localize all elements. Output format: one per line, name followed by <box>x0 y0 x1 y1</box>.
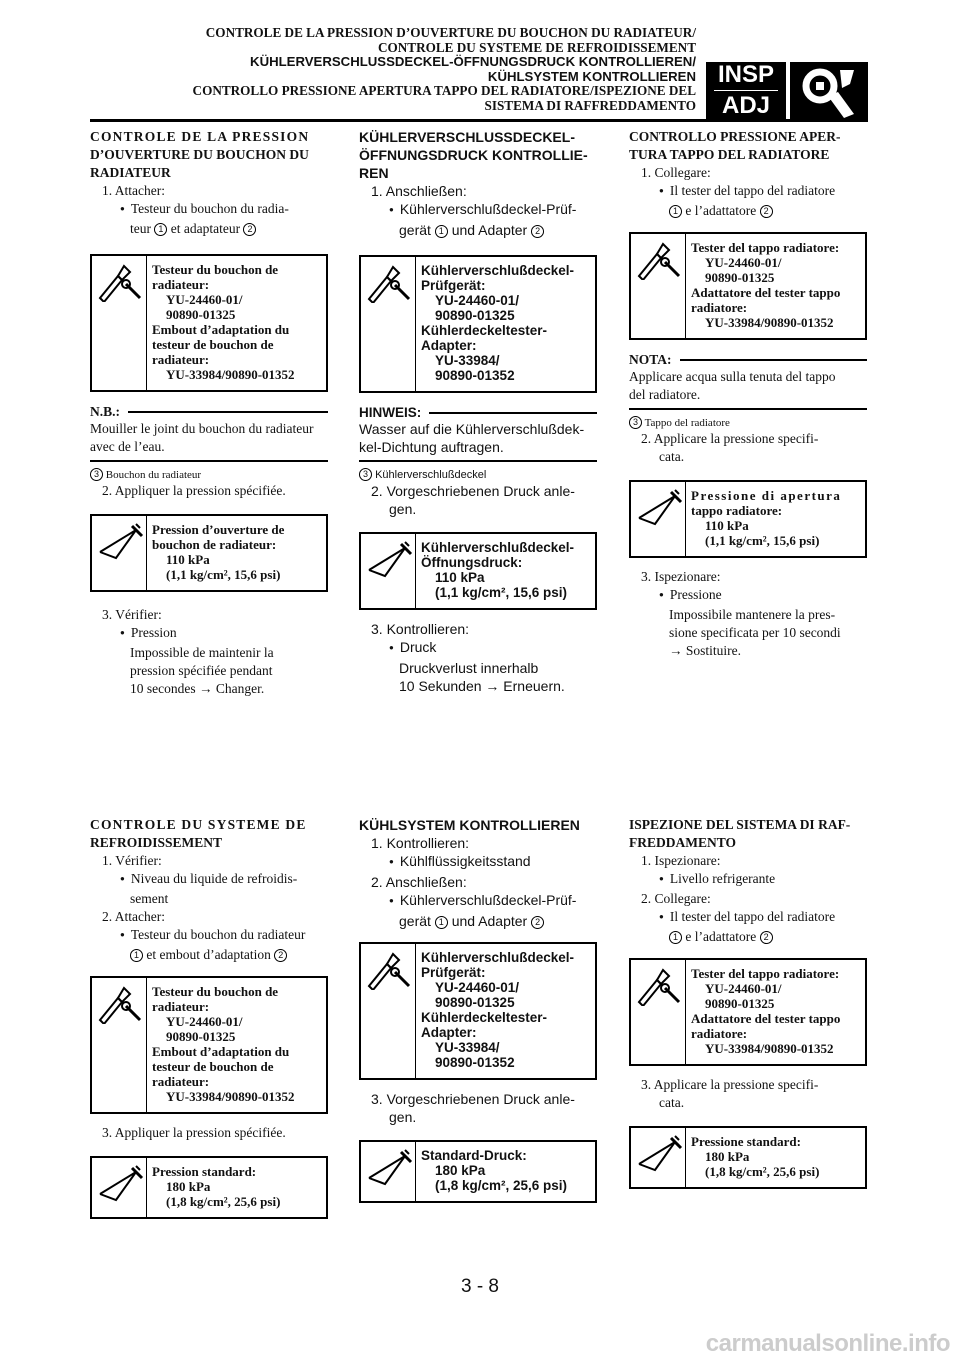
de-bottom-step-2: 2. Anschließen: <box>371 874 467 890</box>
box-line: Adapter: <box>421 338 477 353</box>
box-line: (1,1 kg/cm², 15,6 psi) <box>435 585 568 600</box>
fr-top-note <box>90 404 328 462</box>
de-top-step-3: 3. Kontrollieren: <box>371 621 470 637</box>
box-line: Kühlerverschlußdeckel- <box>421 263 575 278</box>
box-line: YU-24460-01/ <box>435 980 520 995</box>
fr-bottom-step-1: 1. Vérifier: <box>102 853 162 868</box>
fr-top-tool-box <box>90 254 328 392</box>
fr-bottom-step-1a: Niveau du liquide de refroidis- <box>130 871 298 886</box>
tool-icon <box>365 263 413 303</box>
box-line: 90890-01352 <box>435 1055 515 1070</box>
de-top-title-1: KÜHLERVERSCHLUSSDECKEL- <box>359 129 575 145</box>
fr-bottom-title-1: CONTROLE DU SYSTEME DE <box>90 817 307 832</box>
de-top-step-1: 1. Anschließen: <box>371 183 467 199</box>
box-line: 90890-01325 <box>166 1029 236 1044</box>
box-line: (1,8 kg/cm², 25,6 psi) <box>705 1164 820 1179</box>
de-top-tool-box <box>359 255 597 393</box>
fr-top-step-3d: 10 secondes → Changer. <box>130 681 265 696</box>
ref-1: 1 <box>154 223 167 236</box>
fr-top-title-2: D’OUVERTURE DU BOUCHON DU <box>90 147 309 162</box>
it-top-step-3b: Impossibile mantenere la pres- <box>669 607 836 622</box>
de-bottom-step-2b: gerät <box>399 913 431 929</box>
badge-insp: INSP <box>717 61 774 88</box>
box-line: Testeur du bouchon de <box>152 262 279 277</box>
box-line: radiatore: <box>691 300 748 315</box>
box-line: 110 kPa <box>705 518 749 533</box>
it-bottom-step-1a: Livello refrigerante <box>669 871 776 886</box>
box-line: bouchon de radiateur: <box>152 537 277 552</box>
box-line: Embout d’adaptation du <box>152 322 290 337</box>
box-line: Pression standard: <box>152 1164 257 1179</box>
ref-3: 3 <box>359 468 372 481</box>
box-line: testeur de bouchon de <box>152 337 274 352</box>
box-line: YU-24460-01/ <box>435 293 520 308</box>
box-line: YU-33984/90890-01352 <box>166 367 295 382</box>
box-line: 180 kPa <box>435 1163 486 1178</box>
box-line: (1,1 kg/cm², 15,6 psi) <box>166 567 281 582</box>
box-line: YU-24460-01/ <box>705 255 782 270</box>
box-line: Embout d’adaptation du <box>152 1044 290 1059</box>
note-text: Wasser auf die Kühlerverschlußdek- <box>359 421 585 437</box>
it-top-note <box>629 352 867 410</box>
box-line: radiateur: <box>152 999 210 1014</box>
fr-top-title-1: CONTROLE DE LA PRESSION <box>90 129 310 144</box>
box-line: 90890-01325 <box>435 308 515 323</box>
de-top-step-3c: 10 Sekunden → Erneuern. <box>399 678 565 694</box>
box-line: Adattatore del tester tappo <box>691 285 841 300</box>
header-line-2: CONTROLE DU SYSTEME DE REFROIDISSEMENT <box>377 39 696 55</box>
fr-top-caption: Bouchon du radiateur <box>105 469 202 481</box>
de-bottom-section <box>359 816 597 1213</box>
box-line: radiateur: <box>152 277 210 292</box>
ref-2: 2 <box>760 931 773 944</box>
de-bottom-step-2c: und Adapter <box>451 913 528 929</box>
ref-1: 1 <box>669 931 682 944</box>
fr-bottom-step-3: 3. Appliquer la pression spécifiée. <box>102 1125 286 1140</box>
it-bottom-title-1: ISPEZIONE DEL SISTEMA DI RAF- <box>629 817 851 832</box>
fr-top-step-1c: et adaptateur <box>170 221 241 236</box>
de-top-step-2b: gen. <box>389 501 417 517</box>
tool-icon <box>365 950 413 990</box>
box-line: Tester del tappo radiatore: <box>691 966 840 981</box>
spec-icon <box>365 540 413 580</box>
it-top-title-1: CONTROLLO PRESSIONE APER- <box>629 129 841 144</box>
box-line: YU-33984/90890-01352 <box>705 1041 834 1056</box>
de-top-title-3: REN <box>359 165 389 181</box>
it-top-tool-box <box>629 232 867 340</box>
ref-3: 3 <box>90 468 103 481</box>
ref-2: 2 <box>531 225 544 238</box>
it-bottom-tool-box <box>629 958 867 1066</box>
insp-adj-label <box>706 62 786 120</box>
de-bottom-step-2a: Kühlerverschlußdeckel-Prüf- <box>399 892 577 908</box>
spec-icon <box>96 522 144 562</box>
box-line: 110 kPa <box>166 552 210 567</box>
ref-1: 1 <box>669 205 682 218</box>
spec-icon <box>96 1164 144 1204</box>
fr-top-spec-box <box>90 514 328 592</box>
it-bottom-step-2a: Il tester del tappo del radiatore <box>669 909 836 924</box>
de-top-step-2a: 2. Vorgeschriebenen Druck anle- <box>371 483 575 499</box>
box-line: Kühlerdeckeltester- <box>421 1010 548 1025</box>
fr-bottom-section <box>90 816 328 1229</box>
box-line: YU-33984/90890-01352 <box>705 315 834 330</box>
fr-bottom-step-2b: et embout d’adaptation <box>146 947 271 962</box>
ref-1: 1 <box>130 949 143 962</box>
header-line-4: KÜHLSYSTEM KONTROLLIEREN <box>487 68 696 84</box>
box-line: Pressione standard: <box>691 1134 801 1149</box>
de-bottom-step-1a: Kühlflüssigkeitsstand <box>399 853 531 869</box>
ref-2: 2 <box>760 205 773 218</box>
box-line: Kühlerverschlußdeckel- <box>421 950 575 965</box>
box-line: Kühlerverschlußdeckel- <box>421 540 575 555</box>
it-top-step-3: 3. Ispezionare: <box>641 569 721 584</box>
it-top-step-3a: Pressione <box>669 587 722 602</box>
fr-bottom-tool-box <box>90 976 328 1114</box>
fr-top-step-3c: pression spécifiée pendant <box>130 663 273 678</box>
badge-adj: ADJ <box>721 92 770 119</box>
it-bottom-step-3b: cata. <box>659 1095 685 1110</box>
box-line: YU-24460-01/ <box>166 1014 243 1029</box>
box-line: YU-24460-01/ <box>166 292 243 307</box>
de-bottom-step-3b: gen. <box>389 1109 417 1125</box>
ref-3: 3 <box>629 416 642 429</box>
header-line-6: SISTEMA DI RAFFREDDAMENTO <box>484 97 696 113</box>
spec-icon <box>635 1134 683 1174</box>
fr-bottom-step-2a: Testeur du bouchon du radiateur <box>130 927 306 942</box>
box-line: Pression d’ouverture de <box>152 522 285 537</box>
note-label: NOTA: <box>629 352 672 367</box>
spec-icon <box>635 488 683 528</box>
de-top-caption: Kühlerverschlußdeckel <box>375 469 487 481</box>
tool-icon <box>96 984 144 1024</box>
de-top-section <box>359 128 597 695</box>
it-top-step-1b: e l’adattatore <box>685 203 757 218</box>
box-line: (1,1 kg/cm², 15,6 psi) <box>705 533 820 548</box>
fr-top-step-2: 2. Appliquer la pression spécifiée. <box>102 483 286 498</box>
fr-bottom-step-2: 2. Attacher: <box>102 909 165 924</box>
it-top-step-2a: 2. Applicare la pressione specifi- <box>641 431 819 446</box>
box-line: Pressione di apertura <box>691 488 842 503</box>
it-bottom-step-3a: 3. Applicare la pressione specifi- <box>641 1077 819 1092</box>
it-top-caption: Tappo del radiatore <box>644 417 730 429</box>
de-top-title-2: ÖFFNUNGSDRUCK KONTROLLIE- <box>359 147 588 163</box>
box-line: radiateur: <box>152 352 210 367</box>
fr-top-step-3: 3. Vérifier: <box>102 607 162 622</box>
box-line: YU-24460-01/ <box>705 981 782 996</box>
it-bottom-step-2: 2. Collegare: <box>641 891 711 906</box>
ref-1: 1 <box>435 916 448 929</box>
box-line: 90890-01325 <box>705 270 775 285</box>
de-top-step-1a: Kühlerverschlußdeckel-Prüf- <box>399 201 577 217</box>
tool-icon <box>635 240 683 280</box>
it-bottom-step-1: 1. Ispezionare: <box>641 853 721 868</box>
ref-2: 2 <box>531 916 544 929</box>
box-line: 90890-01325 <box>705 996 775 1011</box>
box-line: Adapter: <box>421 1025 477 1040</box>
fr-top-step-1b: teur <box>130 221 151 236</box>
box-line: Standard-Druck: <box>421 1148 527 1163</box>
spec-icon <box>365 1148 413 1188</box>
box-line: Testeur du bouchon de <box>152 984 279 999</box>
de-top-spec-box <box>359 532 597 610</box>
box-line: 180 kPa <box>166 1179 211 1194</box>
box-line: testeur de bouchon de <box>152 1059 274 1074</box>
de-bottom-spec-box <box>359 1140 597 1203</box>
de-bottom-step-1: 1. Kontrollieren: <box>371 835 470 851</box>
note-text: kel-Dichtung auftragen. <box>359 439 504 455</box>
page-number: 3 - 8 <box>460 1276 500 1297</box>
box-line: Adattatore del tester tappo <box>691 1011 841 1026</box>
header-line-5: CONTROLLO PRESSIONE APERTURA TAPPO DEL RADIATORE/ISPEZIONE DEL <box>192 83 696 99</box>
it-top-section <box>629 128 867 660</box>
it-top-title-2: TURA TAPPO DEL RADIATORE <box>629 147 830 162</box>
it-top-step-3d: → Sostituire. <box>669 643 742 658</box>
box-line: Prüfgerät: <box>421 278 486 293</box>
note-label: N.B.: <box>90 404 120 419</box>
header-line-3: KÜHLERVERSCHLUSSDECKEL-ÖFFNUNGSDRUCK KONTROLLIEREN/ <box>250 54 696 70</box>
fr-top-step-1: 1. Attacher: <box>102 183 165 198</box>
box-line: radiatore: <box>691 1026 748 1041</box>
box-line: YU-33984/ <box>435 1040 500 1055</box>
box-line: Öffnungsdruck: <box>421 555 523 570</box>
header-line-1: CONTROLE DE LA PRESSION D’OUVERTURE DU BOUCHON DU RADIATEUR/ <box>205 25 696 40</box>
note-text: avec de l’eau. <box>90 439 165 454</box>
box-line: 90890-01325 <box>435 995 515 1010</box>
it-top-step-1: 1. Collegare: <box>641 165 711 180</box>
it-bottom-step-2b: e l’adattatore <box>685 929 757 944</box>
fr-bottom-title-2: REFROIDISSEMENT <box>90 835 223 850</box>
fr-top-section <box>90 128 328 698</box>
box-line: 110 kPa <box>435 570 485 585</box>
note-label: HINWEIS: <box>359 405 422 420</box>
de-top-step-3a: Druck <box>399 639 437 655</box>
it-top-step-3c: sione specificata per 10 secondi <box>669 625 841 640</box>
box-line: Prüfgerät: <box>421 965 486 980</box>
tool-icon <box>635 966 683 1006</box>
de-top-note <box>359 405 597 462</box>
box-line: tappo radiatore: <box>691 503 783 518</box>
note-text: Applicare acqua sulla tenuta del tappo <box>629 369 836 384</box>
note-text: Mouiller le joint du bouchon du radiateur <box>90 421 314 436</box>
it-top-step-1a: Il tester del tappo del radiatore <box>669 183 836 198</box>
ref-1: 1 <box>435 225 448 238</box>
box-line: (1,8 kg/cm², 25,6 psi) <box>435 1178 568 1193</box>
fr-top-title-3: RADIATEUR <box>90 165 171 180</box>
de-top-step-1c: und Adapter <box>451 222 528 238</box>
note-text: del radiatore. <box>629 387 701 402</box>
fr-top-step-3a: Pression <box>130 625 177 640</box>
de-bottom-title-1: KÜHLSYSTEM KONTROLLIEREN <box>359 817 580 833</box>
box-line: 180 kPa <box>705 1149 750 1164</box>
it-bottom-title-2: FREDDAMENTO <box>629 835 737 850</box>
de-top-step-1b: gerät <box>399 222 431 238</box>
ref-2: 2 <box>274 949 287 962</box>
wrench-icon <box>790 62 868 120</box>
box-line: (1,8 kg/cm², 25,6 psi) <box>166 1194 281 1209</box>
box-line: 90890-01325 <box>166 307 236 322</box>
fr-bottom-step-1b: sement <box>130 891 169 906</box>
it-top-step-2b: cata. <box>659 449 685 464</box>
fr-top-step-3b: Impossible de maintenir la <box>130 645 274 660</box>
insp-adj-badge <box>706 62 868 120</box>
tool-icon <box>96 262 144 302</box>
box-line: radiateur: <box>152 1074 210 1089</box>
page-header <box>136 26 696 114</box>
fr-top-step-1a: Testeur du bouchon du radia- <box>130 201 289 216</box>
box-line: Tester del tappo radiatore: <box>691 240 840 255</box>
de-bottom-tool-box <box>359 942 597 1080</box>
box-line: YU-33984/90890-01352 <box>166 1089 295 1104</box>
box-line: YU-33984/ <box>435 353 500 368</box>
fr-bottom-spec-box <box>90 1156 328 1219</box>
ref-2: 2 <box>243 223 256 236</box>
it-bottom-section <box>629 816 867 1199</box>
box-line: Kühlerdeckeltester- <box>421 323 548 338</box>
box-line: 90890-01352 <box>435 368 515 383</box>
it-bottom-spec-box <box>629 1126 867 1189</box>
header-rule <box>90 119 868 122</box>
de-bottom-step-3a: 3. Vorgeschriebenen Druck anle- <box>371 1091 575 1107</box>
watermark[interactable]: carmanualsonline.info <box>705 1330 950 1357</box>
de-top-step-3b: Druckverlust innerhalb <box>399 660 539 676</box>
it-top-spec-box <box>629 480 867 558</box>
